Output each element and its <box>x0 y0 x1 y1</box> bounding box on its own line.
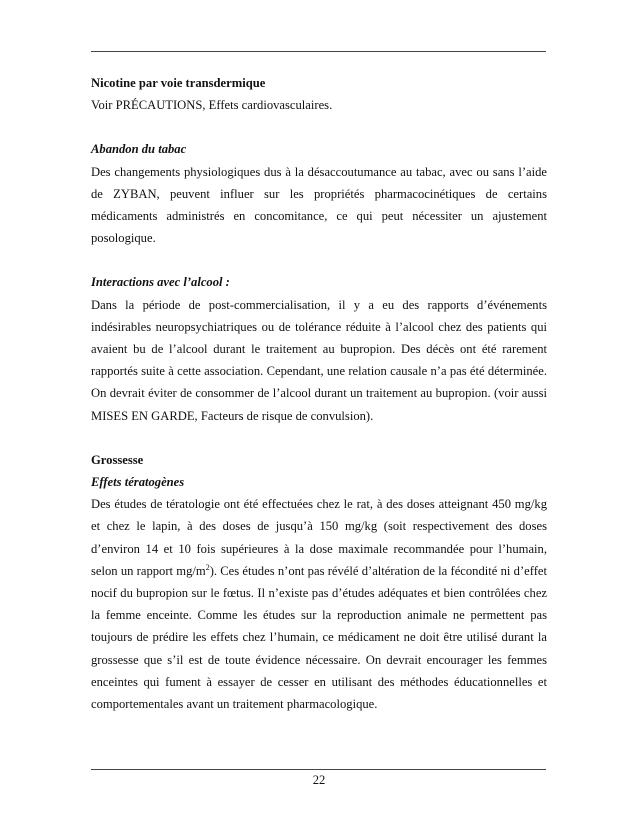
subheading-effets-teratogenes: Effets tératogènes <box>91 475 185 490</box>
paragraph-grossesse-part2: ). Ces études n’ont pas révélé d’altération de la fécondité ni d’effet nocif du bupropion sur le fœtus. Il n’existe pas d’études adéquates et bien contrôlées chez la femme enceinte. Comme les études sur la reproduction animale ne permettent pas toujours de prédire les effets chez l’humain, ce médicament ne doit être utilisé durant la grossesse que s’il est de toute évidence nécessaire. On devrait encourager les femmes enceintes qui fument à essayer de cesser en utilisant des méthodes éducationnelles et comportementales avant un traitement pharmacologique. <box>91 563 547 712</box>
paragraph-nicotine: Voir PRÉCAUTIONS, Effets cardiovasculaires. <box>91 98 333 113</box>
spacer <box>91 427 547 449</box>
header-rule <box>91 51 546 52</box>
spacer <box>91 116 547 138</box>
page-number: 22 <box>312 773 326 787</box>
paragraph-interactions-alcool: Dans la période de post-commercialisation, il y a eu des rapports d’événements indésirables neuropsychiatriques ou de tolérance réduite à l’alcool chez des patients qui avaient bu de l’alcool durant le traitement au bupropion. Des décès ont été rarement rapportés suite à cette association. Cependant, une relation causale n’a pas été déterminée. On devrait éviter de consommer de l’alcool durant un traitement au bupropion. (voir aussi MISES EN GARDE, Facteurs de risque de convulsion). <box>91 297 547 423</box>
spacer <box>91 249 547 271</box>
footer-rule <box>91 769 546 770</box>
superscript-squared: 2 <box>205 562 210 572</box>
paragraph-abandon-tabac: Des changements physiologiques dus à la désaccoutumance au tabac, avec ou sans l’aide de ZYBAN, peuvent influer sur les propriétés pharmacocinétiques de certains médicaments administrés en concomitance, ce qui peut nécessiter un ajustement posologique. <box>91 164 547 246</box>
heading-abandon-tabac: Abandon du tabac <box>91 142 187 157</box>
paragraph-grossesse <box>91 493 547 715</box>
page-body <box>91 72 547 715</box>
heading-nicotine: Nicotine par voie transdermique <box>91 76 266 90</box>
heading-grossesse: Grossesse <box>91 452 144 467</box>
paragraph-grossesse-part1: Des études de tératologie ont été effectuées chez le rat, à des doses atteignant 450 mg/kg et chez le lapin, à des doses de jusqu’à 150 mg/kg (soit respectivement des doses d’environ 14 et 10 fois supérieures à la dose maximale recommandée pour l’humain, selon un rapport mg/m <box>91 497 547 578</box>
heading-interactions-alcool: Interactions avec l’alcool : <box>91 275 230 290</box>
